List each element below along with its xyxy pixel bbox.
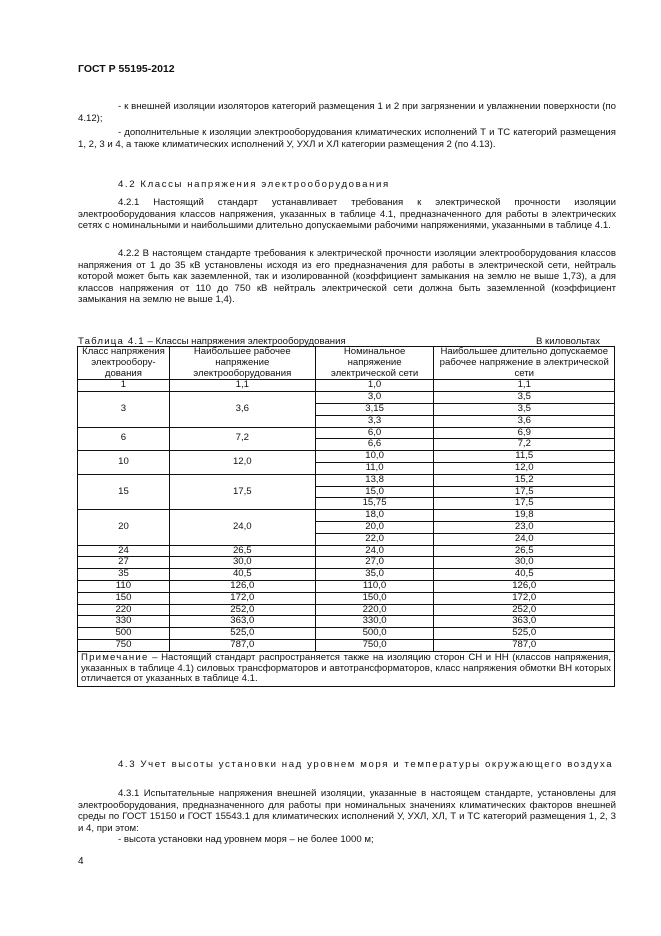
- paragraph-altitude: - высота установки над уровнем моря – не более 1000 м;: [118, 834, 374, 845]
- cell-max-continuous-voltage: 40,5: [434, 569, 615, 581]
- cell-voltage-class: 110: [78, 580, 170, 592]
- cell-max-continuous-voltage: 787,0: [434, 639, 615, 651]
- cell-max-continuous-voltage: 19,8: [434, 510, 615, 522]
- cell-max-operating-voltage: 26,5: [169, 545, 315, 557]
- table-row: [78, 474, 615, 486]
- table-row: [78, 380, 615, 392]
- header-nominal-network-voltage: Номинальное напряжение электрической сети: [315, 347, 434, 380]
- cell-voltage-class: 220: [78, 604, 170, 616]
- cell-max-operating-voltage: 172,0: [169, 592, 315, 604]
- cell-nominal-network-voltage: 35,0: [315, 569, 434, 581]
- cell-max-operating-voltage: 525,0: [169, 628, 315, 640]
- cell-nominal-network-voltage: 220,0: [315, 604, 434, 616]
- table-row: [78, 545, 615, 557]
- table-row: [78, 628, 615, 640]
- cell-max-continuous-voltage: 24,0: [434, 533, 615, 545]
- cell-nominal-network-voltage: 22,0: [315, 533, 434, 545]
- cell-max-continuous-voltage: 17,5: [434, 498, 615, 510]
- cell-max-continuous-voltage: 7,2: [434, 439, 615, 451]
- cell-nominal-network-voltage: 1,0: [315, 380, 434, 392]
- cell-max-continuous-voltage: 3,6: [434, 415, 615, 427]
- cell-nominal-network-voltage: 150,0: [315, 592, 434, 604]
- paragraph-4-3-1: 4.3.1 Испытательные напряжения внешней изоляции, указанные в настоящем стандарте, установлены для электрооборудования, предназначенного для работы при номинальных значениях климатических факторов внешней среды по ГОСТ 15150 и ГОСТ 15543.1 для климатических исполнений У, УХЛ, ХЛ, Т и ТС категорий размещения 1, 2, 3 и 4, при этом:: [78, 788, 616, 834]
- header-max-operating-voltage: Наибольшее рабочее напряжение электрооборудования: [169, 347, 315, 380]
- table-row: [78, 451, 615, 463]
- cell-max-operating-voltage: 787,0: [169, 639, 315, 651]
- cell-voltage-class: 3: [78, 392, 170, 427]
- cell-nominal-network-voltage: 13,8: [315, 474, 434, 486]
- cell-nominal-network-voltage: 27,0: [315, 557, 434, 569]
- cell-max-operating-voltage: 363,0: [169, 616, 315, 628]
- table-note-text: – Настоящий стандарт распространяется также на изоляцию сторон СН и НН (классов напряжения, указанных в таблице 4.1) силовых трансформаторов и автотрансформаторов, класс напряжения обмотки ВН которых отличается от указанных в таблице 4.1.: [81, 651, 611, 685]
- cell-max-continuous-voltage: 15,2: [434, 474, 615, 486]
- cell-max-operating-voltage: 252,0: [169, 604, 315, 616]
- header-max-continuous-network-voltage: Наибольшее длительно допускаемое рабочее напряжение в электрической сети: [434, 347, 615, 380]
- cell-voltage-class: 20: [78, 510, 170, 545]
- cell-max-operating-voltage: 7,2: [169, 427, 315, 451]
- cell-nominal-network-voltage: 24,0: [315, 545, 434, 557]
- cell-max-operating-voltage: 30,0: [169, 557, 315, 569]
- cell-voltage-class: 1: [78, 380, 170, 392]
- cell-nominal-network-voltage: 3,3: [315, 415, 434, 427]
- cell-voltage-class: 15: [78, 474, 170, 509]
- cell-nominal-network-voltage: 110,0: [315, 580, 434, 592]
- cell-max-continuous-voltage: 11,5: [434, 451, 615, 463]
- cell-max-continuous-voltage: 525,0: [434, 628, 615, 640]
- cell-nominal-network-voltage: 6,0: [315, 427, 434, 439]
- document-header: ГОСТ Р 55195-2012: [78, 63, 175, 75]
- paragraph-external-insulation: - к внешней изоляции изоляторов категорий размещения 1 и 2 при загрязнении и увлажнении поверхности (по 4.12);: [78, 101, 616, 124]
- table-note: [78, 651, 615, 686]
- cell-max-continuous-voltage: 26,5: [434, 545, 615, 557]
- table-row: [78, 569, 615, 581]
- cell-max-continuous-voltage: 126,0: [434, 580, 615, 592]
- cell-nominal-network-voltage: 3,0: [315, 392, 434, 404]
- table-row: [78, 510, 615, 522]
- cell-nominal-network-voltage: 500,0: [315, 628, 434, 640]
- cell-max-continuous-voltage: 172,0: [434, 592, 615, 604]
- cell-voltage-class: 27: [78, 557, 170, 569]
- cell-nominal-network-voltage: 6,6: [315, 439, 434, 451]
- cell-max-operating-voltage: 1,1: [169, 380, 315, 392]
- table-row: [78, 557, 615, 569]
- cell-max-continuous-voltage: 252,0: [434, 604, 615, 616]
- cell-max-operating-voltage: 40,5: [169, 569, 315, 581]
- cell-max-continuous-voltage: 6,9: [434, 427, 615, 439]
- table-caption-label: Таблица 4.1: [78, 336, 145, 347]
- cell-max-continuous-voltage: 30,0: [434, 557, 615, 569]
- table-units: В киловольтах: [535, 336, 600, 347]
- table-row: [78, 392, 615, 404]
- cell-nominal-network-voltage: 750,0: [315, 639, 434, 651]
- cell-nominal-network-voltage: 15,75: [315, 498, 434, 510]
- table-note-label: Примечание: [81, 651, 149, 663]
- cell-voltage-class: 150: [78, 592, 170, 604]
- cell-voltage-class: 6: [78, 427, 170, 451]
- cell-max-continuous-voltage: 3,5: [434, 392, 615, 404]
- table-caption-text: – Классы напряжения электрооборудования: [144, 336, 346, 347]
- cell-max-continuous-voltage: 3,5: [434, 403, 615, 415]
- cell-max-operating-voltage: 3,6: [169, 392, 315, 427]
- voltage-class-table-body: [78, 347, 615, 652]
- cell-max-continuous-voltage: 363,0: [434, 616, 615, 628]
- table-row: [78, 427, 615, 439]
- table-row: [78, 604, 615, 616]
- cell-max-continuous-voltage: 12,0: [434, 462, 615, 474]
- cell-nominal-network-voltage: 10,0: [315, 451, 434, 463]
- cell-max-operating-voltage: 12,0: [169, 451, 315, 475]
- cell-max-operating-voltage: 24,0: [169, 510, 315, 545]
- cell-voltage-class: 330: [78, 616, 170, 628]
- section-heading-4-2: 4.2 Классы напряжения электрооборудования: [118, 179, 390, 190]
- section-heading-4-3: 4.3 Учет высоты установки над уровнем моря и температуры окружающего воздуха: [118, 759, 614, 770]
- cell-nominal-network-voltage: 330,0: [315, 616, 434, 628]
- page-number: 4: [78, 856, 84, 867]
- cell-voltage-class: 750: [78, 639, 170, 651]
- cell-max-operating-voltage: 17,5: [169, 474, 315, 509]
- cell-voltage-class: 35: [78, 569, 170, 581]
- cell-voltage-class: 24: [78, 545, 170, 557]
- cell-nominal-network-voltage: 15,0: [315, 486, 434, 498]
- cell-max-continuous-voltage: 17,5: [434, 486, 615, 498]
- table-header-row: [78, 347, 615, 380]
- cell-nominal-network-voltage: 18,0: [315, 510, 434, 522]
- cell-max-continuous-voltage: 23,0: [434, 521, 615, 533]
- voltage-class-table: [77, 346, 615, 687]
- table-row: [78, 639, 615, 651]
- cell-nominal-network-voltage: 3,15: [315, 403, 434, 415]
- paragraph-additional-insulation: - дополнительные к изоляции электрооборудования климатических исполнений Т и ТС категорий размещения 1, 2, 3 и 4, а также климатических исполнений У, УХЛ и ХЛ категории размещения 2 (по 4.13).: [78, 127, 616, 150]
- table-row: [78, 580, 615, 592]
- cell-voltage-class: 10: [78, 451, 170, 475]
- table-row: [78, 592, 615, 604]
- header-voltage-class: Класс напряжения электрообору-дования: [78, 347, 170, 380]
- paragraph-4-2-2: 4.2.2 В настоящем стандарте требования к электрической прочности изоляции электрооборудования классов напряжения от 1 до 35 кВ установлены исходя из его предназначения для работы в электрической сети, нейтраль которой может быть как заземленной, так и изолированной (коэффициент замыкания на землю не выше 1,73), а для классов напряжения от 110 до 750 кВ нейтраль электрической сети должна быть заземленной (коэффициент замыкания на землю не выше 1,4).: [78, 248, 616, 306]
- cell-max-continuous-voltage: 1,1: [434, 380, 615, 392]
- cell-nominal-network-voltage: 11,0: [315, 462, 434, 474]
- cell-nominal-network-voltage: 20,0: [315, 521, 434, 533]
- cell-voltage-class: 500: [78, 628, 170, 640]
- paragraph-4-2-1: 4.2.1 Настоящий стандарт устанавливает требования к электрической прочности изоляции электрооборудования классов напряжения, указанных в таблице 4.1, предназначенного для работы в электрических сетях с номинальными и наибольшими длительно допускаемыми рабочими напряжениями, указанными в таблице 4.1.: [78, 197, 616, 232]
- table-row: [78, 616, 615, 628]
- cell-max-operating-voltage: 126,0: [169, 580, 315, 592]
- table-note-row: [78, 651, 615, 686]
